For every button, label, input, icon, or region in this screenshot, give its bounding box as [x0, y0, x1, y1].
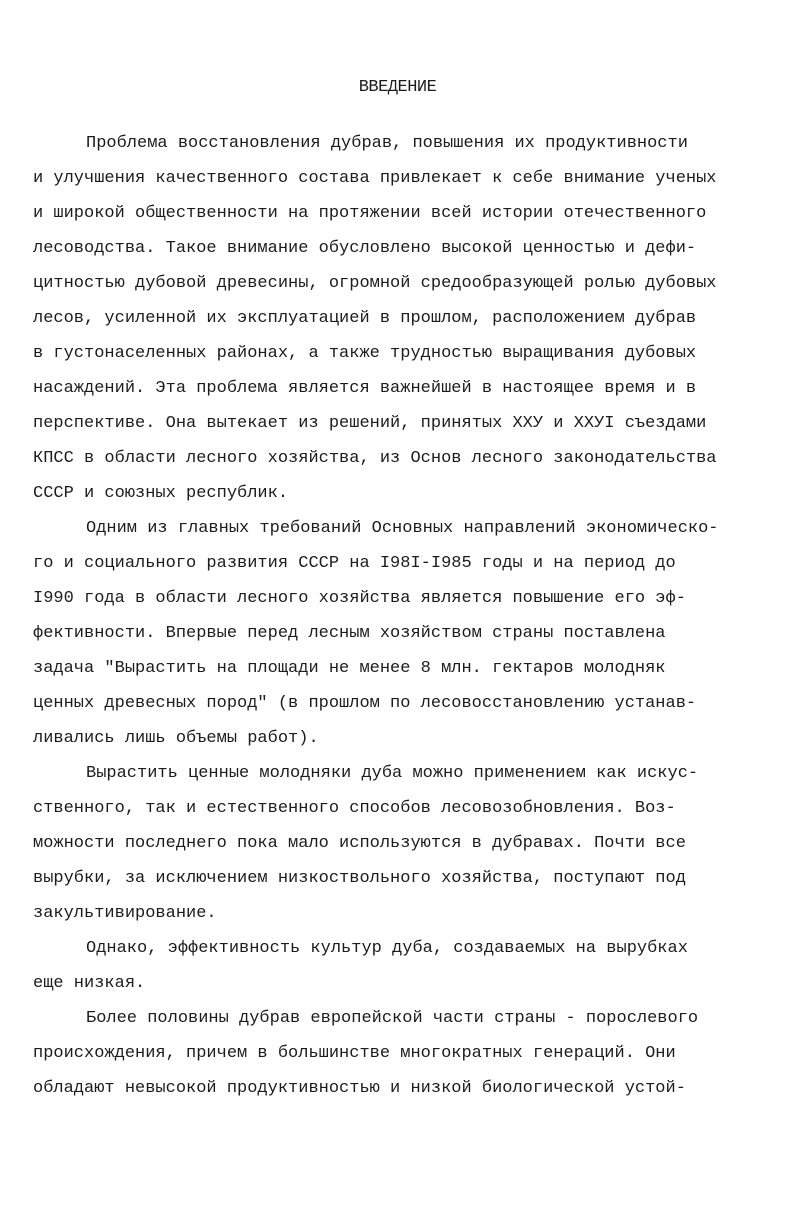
text-line: еще низкая.: [33, 974, 146, 993]
paragraph-4: [33, 931, 745, 1001]
text-line: можности последнего пока мало используются в дубравах. Почти все: [33, 834, 686, 853]
text-line: Проблема восстановления дубрав, повышения их продуктивности: [86, 134, 688, 153]
text-line: СССР и союзных республик.: [33, 484, 289, 503]
body-text: [33, 126, 745, 1106]
text-line: ственного, так и естественного способов лесовозобновления. Воз-: [33, 799, 676, 818]
text-line: насаждений. Эта проблема является важнейшей в настоящее время и в: [33, 379, 697, 398]
text-line: го и социального развития СССР на I98I-I985 годы и на период до: [33, 554, 676, 573]
paragraph-5: [33, 1001, 745, 1106]
text-line: закультивирование.: [33, 904, 217, 923]
text-line: фективности. Впервые перед лесным хозяйством страны поставлена: [33, 624, 666, 643]
text-line: перспективе. Она вытекает из решений, принятых ХХУ и ХХУI съездами: [33, 414, 707, 433]
text-line: Более половины дубрав европейской части страны - порослевого: [86, 1009, 699, 1028]
text-line: обладают невысокой продуктивностью и низкой биологической устой-: [33, 1079, 686, 1098]
paragraph-3: [33, 756, 745, 931]
text-line: лесов, усиленной их эксплуатацией в прошлом, расположением дубрав: [33, 309, 697, 328]
text-line: и широкой общественности на протяжении всей истории отечественного: [33, 204, 707, 223]
section-heading: ВВЕДЕНИЕ: [358, 78, 437, 97]
text-line: I990 года в области лесного хозяйства является повышение его эф-: [33, 589, 686, 608]
text-line: вырубки, за исключением низкоствольного хозяйства, поступают под: [33, 869, 686, 888]
text-line: в густонаселенных районах, а также трудностью выращивания дубовых: [33, 344, 697, 363]
text-line: происхождения, причем в большинстве многократных генераций. Они: [33, 1044, 676, 1063]
text-line: ливались лишь объемы работ).: [33, 729, 319, 748]
text-line: и улучшения качественного состава привлекает к себе внимание ученых: [33, 169, 717, 188]
paragraph-2: [33, 511, 745, 756]
text-line: задача "Вырастить на площади не менее 8 млн. гектаров молодняк: [33, 659, 666, 678]
text-line: ценных древесных пород" (в прошлом по лесовосстановлению устанав-: [33, 694, 697, 713]
text-line: КПСС в области лесного хозяйства, из Основ лесного законодательства: [33, 449, 717, 468]
text-line: Одним из главных требований Основных направлений экономическо-: [86, 519, 719, 538]
text-line: Вырастить ценные молодняки дуба можно применением как искус-: [86, 764, 699, 783]
text-line: лесоводства. Такое внимание обусловлено высокой ценностью и дефи-: [33, 239, 697, 258]
text-line: Однако, эффективность культур дуба, создаваемых на вырубках: [86, 939, 688, 958]
paragraph-1: [33, 126, 745, 511]
text-line: цитностью дубовой древесины, огромной средообразующей ролью дубовых: [33, 274, 717, 293]
